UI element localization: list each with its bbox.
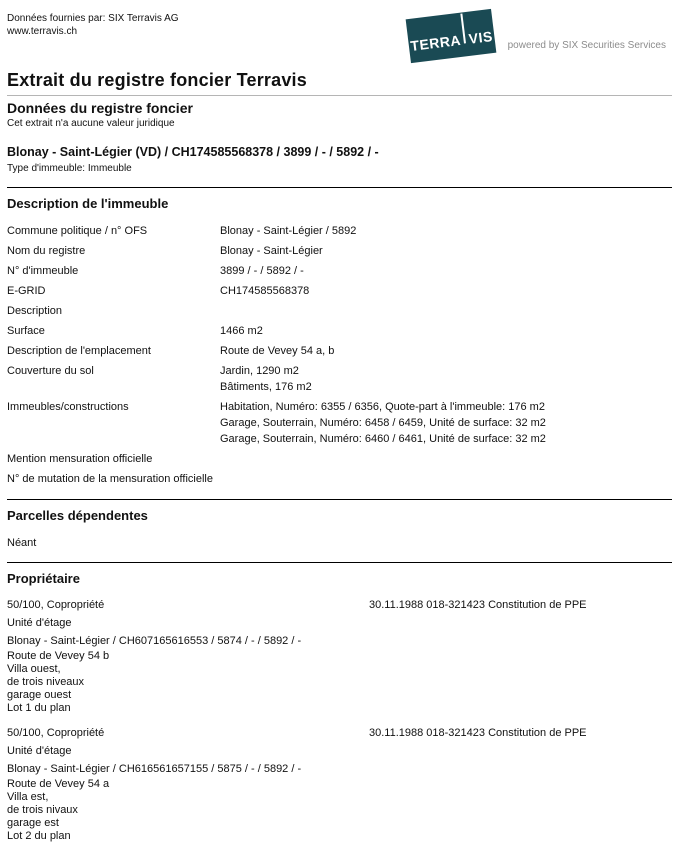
provider-line-1: Données fournies par: SIX Terravis AG: [7, 13, 179, 24]
page-title: Extrait du registre foncier Terravis: [7, 70, 307, 90]
table-row: [7, 263, 672, 279]
logo-text-vis: VIS: [467, 27, 494, 47]
field-value: 1466 m2: [220, 325, 263, 337]
table-row: [7, 363, 672, 395]
owner-acquisition-note: 30.11.1988 018-321423 Constitution de PPE: [369, 727, 587, 739]
table-row: [7, 223, 672, 239]
register-heading: Données du registre foncier: [7, 100, 193, 116]
field-value: CH174585568378: [220, 285, 310, 297]
field-label: Immeubles/constructions: [7, 401, 129, 413]
parcel-type: Type d'immeuble: Immeuble: [7, 163, 132, 174]
owner-share-row: [7, 596, 672, 614]
owner-parcel-ref: Blonay - Saint-Légier / CH616561657155 / 5875 / - / 5892 / -: [7, 763, 302, 775]
field-label: Couverture du sol: [7, 365, 94, 377]
document-header: [7, 8, 672, 66]
owner-entry: [7, 596, 672, 715]
field-value: Blonay - Saint-Légier / 5892: [220, 225, 357, 237]
section-divider: [7, 187, 672, 188]
terravis-logo: [405, 9, 496, 63]
parcelles-value: Néant: [7, 537, 37, 549]
section-heading-owner: Propriétaire: [7, 571, 80, 586]
table-row: [7, 399, 672, 447]
owner-address: Route de Vevey 54 a Villa est, de trois nivaux garage est Lot 2 du plan: [7, 778, 110, 842]
logo-tagline: powered by SIX Securities Services: [507, 40, 666, 51]
field-label: Commune politique / n° OFS: [7, 225, 148, 237]
field-value: [220, 471, 672, 487]
field-value: Blonay - Saint-Légier: [220, 245, 323, 257]
field-value: 3899 / - / 5892 / -: [220, 265, 304, 277]
table-row: [7, 243, 672, 259]
section-heading-description: Description de l'immeuble: [7, 196, 169, 211]
owner-share-row: [7, 724, 672, 742]
owner-parcel-ref: Blonay - Saint-Légier / CH607165616553 / 5874 / - / 5892 / -: [7, 635, 302, 647]
brand-area: [408, 8, 666, 58]
table-row: [7, 471, 672, 487]
owner-type: Unité d'étage: [7, 745, 72, 757]
table-row: [7, 323, 672, 339]
field-label: N° de mutation de la mensuration officielle: [7, 473, 213, 485]
owner-entry: [7, 724, 672, 843]
field-label: E-GRID: [7, 285, 46, 297]
title-divider: [7, 95, 672, 96]
field-label: Description de l'emplacement: [7, 345, 151, 357]
parcel-identifier: Blonay - Saint-Légier (VD) / CH174585568378 / 3899 / - / 5892 / -: [7, 145, 379, 159]
owner-address: Route de Vevey 54 b Villa ouest, de trois niveaux garage ouest Lot 1 du plan: [7, 650, 110, 714]
field-label: Surface: [7, 325, 45, 337]
section-heading-parcelles: Parcelles dépendentes: [7, 508, 148, 523]
register-disclaimer: Cet extrait n'a aucune valeur juridique: [7, 118, 175, 129]
owner-share: 50/100, Copropriété: [7, 599, 105, 611]
section-divider: [7, 562, 672, 563]
table-row: [7, 343, 672, 359]
field-value: Route de Vevey 54 a, b: [220, 345, 335, 357]
owner-acquisition-note: 30.11.1988 018-321423 Constitution de PPE: [369, 599, 587, 611]
table-row: [7, 283, 672, 299]
owner-type: Unité d'étage: [7, 617, 72, 629]
field-value: Habitation, Numéro: 6355 / 6356, Quote-part à l'immeuble: 176 m2 Garage, Souterrain, Numéro: 6458 / 6459, Unité de surface: 32 m2 Garage, Souterrain, Numéro: 6460 / 6461, Unité de surface: 32 m2: [220, 401, 546, 445]
owner-share: 50/100, Copropriété: [7, 727, 105, 739]
field-label: N° d'immeuble: [7, 265, 79, 277]
field-value: [220, 451, 672, 467]
description-table: [7, 223, 672, 487]
section-divider: [7, 499, 672, 500]
field-label: Nom du registre: [7, 245, 86, 257]
logo-slash-icon: [460, 13, 466, 43]
logo-text-terra: TERRA: [409, 31, 462, 54]
table-row: [7, 451, 672, 467]
provider-line-2: www.terravis.ch: [7, 26, 78, 37]
field-label: Mention mensuration officielle: [7, 453, 153, 465]
field-value: Jardin, 1290 m2 Bâtiments, 176 m2: [220, 365, 312, 393]
provider-info: [7, 8, 179, 38]
table-row: [7, 303, 672, 319]
field-value: [220, 303, 672, 319]
field-label: Description: [7, 305, 63, 317]
